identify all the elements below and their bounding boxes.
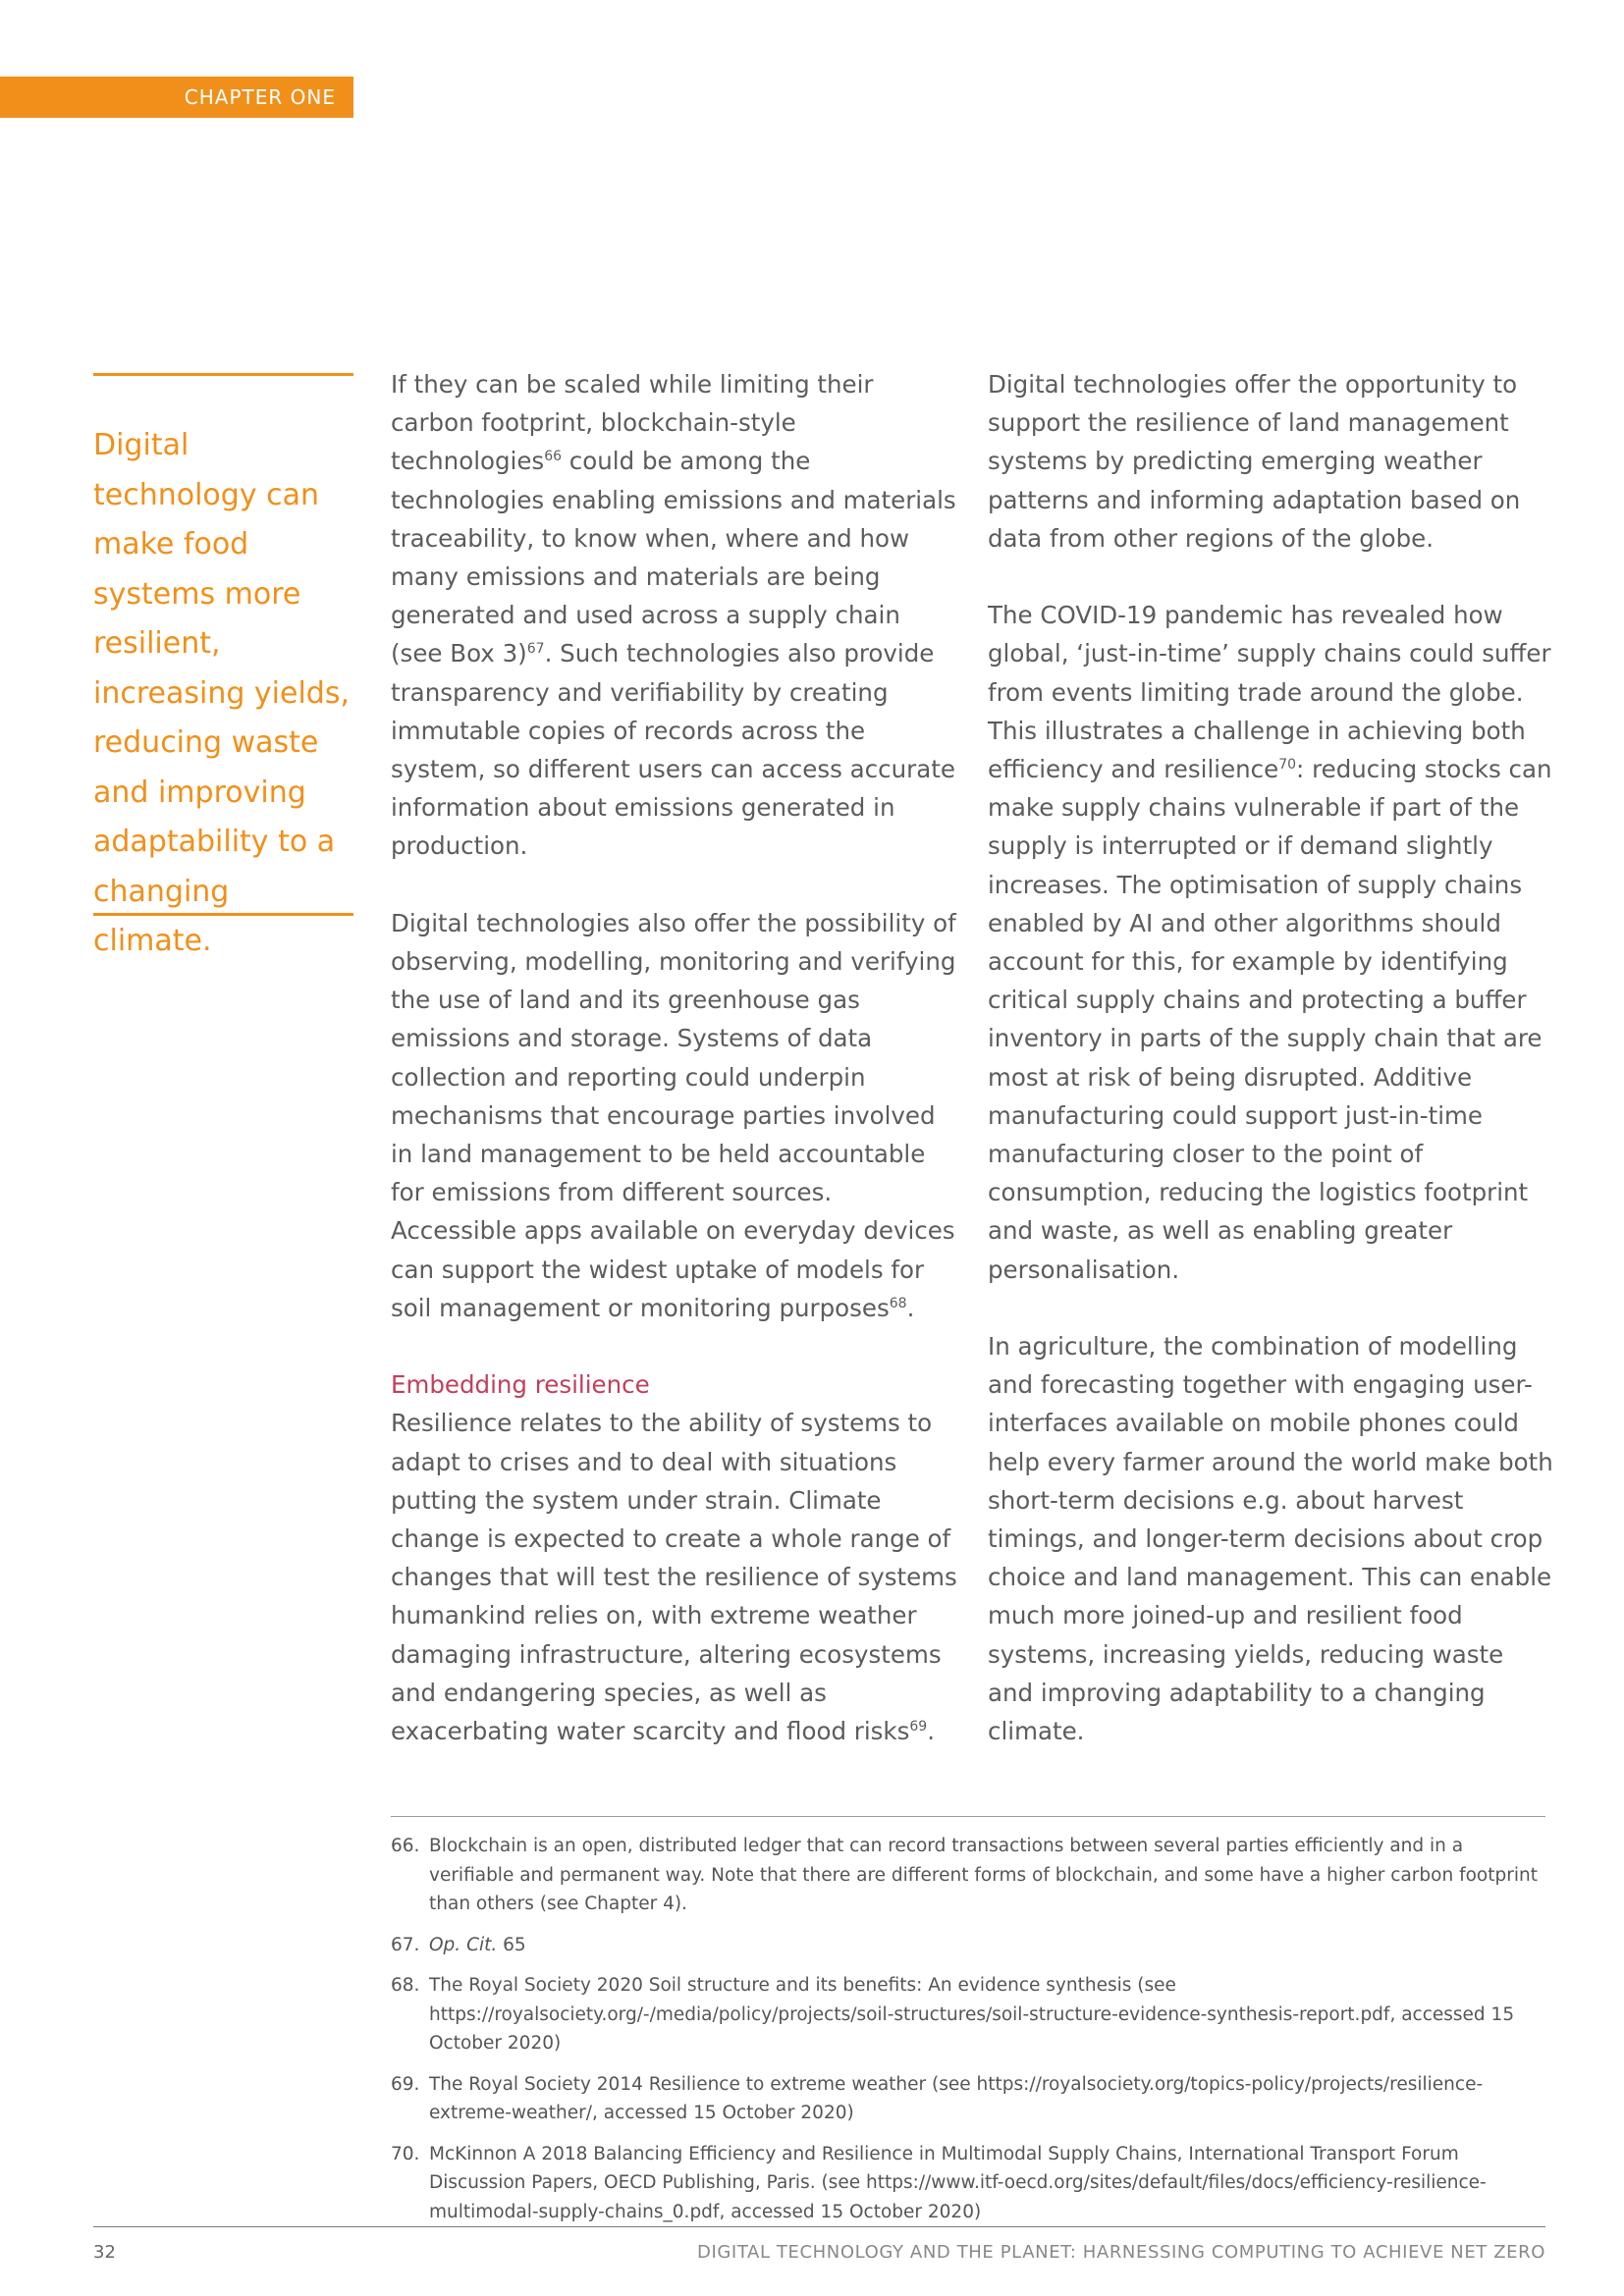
- section-heading: Embedding resilience: [391, 1370, 650, 1400]
- footnote-divider: [391, 1816, 1545, 1817]
- pullquote: [93, 373, 353, 958]
- chapter-label: CHAPTER ONE: [184, 85, 336, 109]
- left-paragraph-2: Digital technologies also offer the possibility of observing, modelling, monitoring and verifying the use of land and its greenhouse gas emissions and storage. Systems of data collection and reporting could underpin mechanisms that encourage parties involved in land management to be held accountable for emissions from different sources. Accessible apps available on everyday devices can support the widest uptake of models for soil management or monitoring purposes$^{68}$.: [391, 908, 956, 1322]
- left-column: [391, 365, 958, 1750]
- footnote-68: 68. The Royal Society 2020 Soil structure and its benefits: An evidence synthesis (see https://royalsociety.org/-/media/policy/projects/soil-structures/soil-structure-evidence-synthesis-report.pdf, accessed 15 October 2020): [391, 1975, 1515, 2054]
- footnote-67: 67. Op. Cit. 65: [391, 1934, 526, 1955]
- right-column: [988, 365, 1555, 1750]
- footnote-ref-66[interactable]: 66: [544, 449, 563, 465]
- page-number: 32: [93, 2242, 116, 2263]
- footnote-66: 66. Blockchain is an open, distributed ledger that can record transactions between several parties efficiently and in a verifiable and permanent way. Note that there are different forms of blockchain, and some have a higher carbon footprint than others (see Chapter 4).: [391, 1836, 1538, 1914]
- footnote-70: 70. McKinnon A 2018 Balancing Efficiency and Resilience in Multimodal Supply Chains, International Transport Forum Discussion Papers, OECD Publishing, Paris. (see https://www.itf-oecd.org/sites/default/files/docs/efficiency-resilience-multimodal-supply-chains_0.pdf, accessed 15 October 2020): [391, 2143, 1487, 2222]
- right-paragraph-2: The COVID-19 pandemic has revealed how global, ‘just-in-time’ supply chains could suffer from events limiting trade around the globe. This illustrates a challenge in achieving both efficiency and resilience$^{70}$: reducing stocks can make supply chains vulnerable if part of the supply is interrupted or if demand slightly increases. The optimisation of supply chains enabled by AI and other algorithms should account for this, for example by identifying critical supply chains and protecting a buffer inventory in parts of the supply chain that are most at risk of being disrupted. Additive manufacturing could support just-in-time manufacturing closer to the point of consumption, reducing the logistics footprint and waste, as well as enabling greater personalisation.: [988, 601, 1552, 1284]
- footer-divider: [93, 2226, 1545, 2227]
- footnote-ref-67[interactable]: 67: [526, 641, 545, 658]
- pullquote-text: Digital technology can make food systems more resilient, increasing yields, reducing waste and improving adaptability to a changing climate.: [93, 428, 351, 958]
- left-paragraph-1: If they can be scaled while limiting their carbon footprint, blockchain-style technologies$^{66}$ could be among the technologies enabling emissions and materials traceability, to know when, where and how many emissions and materials are being generated and used across a supply chain (see Box 3)$^{67}$. Such technologies also provide transparency and verifiability by creating immutable copies of records across the system, so different users can access accurate information about emissions generated in production.: [391, 370, 956, 861]
- running-title: DIGITAL TECHNOLOGY AND THE PLANET: HARNESSING COMPUTING TO ACHIEVE NET ZERO: [697, 2242, 1545, 2263]
- left-paragraph-3: Resilience relates to the ability of systems to adapt to crises and to deal with situations putting the system under strain. Climate change is expected to create a whole range of changes that will test the resilience of systems humankind relies on, with extreme weather damaging infrastructure, altering ecosystems and endangering species, as well as exacerbating water scarcity and flood risks$^{69}$.: [391, 1409, 957, 1746]
- footnote-69: 69. The Royal Society 2014 Resilience to extreme weather (see https://royalsociety.org/topics-policy/projects/resilience-extreme-weather/, accessed 15 October 2020): [391, 2073, 1484, 2123]
- right-paragraph-3: In agriculture, the combination of modelling and forecasting together with engaging user-interfaces available on mobile phones could help every farmer around the world make both short-term decisions e.g. about harvest timings, and longer-term decisions about crop choice and land management. This can enable much more joined-up and resilient food systems, increasing yields, reducing waste and improving adaptability to a changing climate.: [988, 1332, 1553, 1746]
- footnote-ref-69[interactable]: 69: [909, 1718, 928, 1735]
- right-paragraph-1: Digital technologies offer the opportunity to support the resilience of land management systems by predicting emerging weather patterns and informing adaptation based on data from other regions of the globe.: [988, 370, 1521, 553]
- footnote-ref-70[interactable]: 70: [1278, 756, 1297, 773]
- footnotes: [391, 1832, 1545, 2238]
- footnote-ref-68[interactable]: 68: [889, 1295, 907, 1311]
- chapter-tag: [0, 77, 353, 118]
